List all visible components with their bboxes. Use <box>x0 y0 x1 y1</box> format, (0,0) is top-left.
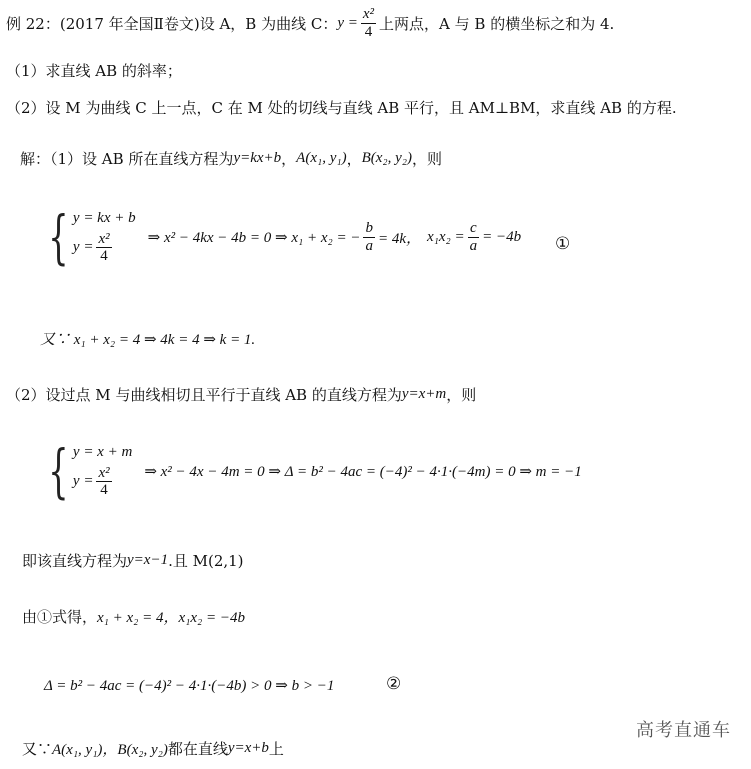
from-eq-1-b: x₁ + x₂ = 4，x₁x₂ = −4b <box>97 610 245 626</box>
line-result <box>22 550 244 571</box>
solution-intro-line: y=kx+b <box>233 150 282 166</box>
also-points: A(x₁, y₁)，B(x₂, y₂) <box>52 742 168 758</box>
system-brace-2: { <box>48 437 69 505</box>
system-1-equations <box>73 210 136 265</box>
fraction-c-numerator: c <box>470 220 477 236</box>
system-1-eq2-denominator: 4 <box>100 248 108 264</box>
curve-numerator: x² <box>362 6 375 22</box>
system-2-eq2-fraction <box>96 465 111 499</box>
solution-intro-sep2: ， <box>346 150 362 168</box>
also-a: 又∵ <box>22 740 53 758</box>
problem-label: 例 22： <box>6 14 60 33</box>
problem-stem <box>6 6 614 40</box>
fraction-b-numerator: b <box>365 220 373 236</box>
line-result-eq: y=x−1 <box>127 552 169 568</box>
curve-fraction <box>361 6 376 40</box>
system-brace-1: { <box>48 203 69 271</box>
part-2-line: y=x+m <box>401 386 447 402</box>
deriv-1a: ⇒ x² − 4kx − 4b = 0 ⇒ x₁ + x₂ = − <box>147 229 361 246</box>
system-1-eq2-lhs: y = <box>72 239 94 255</box>
question-1: （1）求直线 AB 的斜率； <box>6 62 182 80</box>
system-1-derivation <box>148 220 522 254</box>
system-1-eq2-numerator: x² <box>98 230 110 247</box>
delta-inequality: Δ = b² − 4ac = (−4)² − 4·1·(−4b) > 0 ⇒ b > −1 <box>44 678 335 694</box>
also-line: y=x+b <box>227 740 269 756</box>
system-2-derivation: ⇒ x² − 4x − 4m = 0 ⇒ Δ = b² − 4ac = (−4)² − 4·1·(−4m) = 0 ⇒ m = −1 <box>144 463 582 480</box>
system-2-eq1: y = x + m <box>72 443 133 460</box>
system-1-eq1: y = kx + b <box>72 209 136 226</box>
equation-system-2 <box>40 437 582 505</box>
also-c: 上 <box>268 740 284 758</box>
line-result-b: .且 M(2,1) <box>168 552 244 570</box>
deriv-1b: = 4k， <box>377 230 421 247</box>
watermark: 高考直通车 <box>636 720 731 741</box>
equation-system-1 <box>40 203 522 271</box>
system-2-eq2-numerator: x² <box>98 464 110 481</box>
system-1-eq2 <box>73 231 136 265</box>
system-2-eq2-lhs: y = <box>72 473 94 489</box>
problem-stem-a: 设 A，B 为曲线 C： <box>199 14 338 33</box>
deriv-1d: = −4b <box>482 228 522 245</box>
system-2-equations <box>73 444 132 499</box>
system-1-eq2-fraction <box>96 231 111 265</box>
curve-eq-lhs: y = <box>337 14 358 31</box>
problem-source: (2017 年全国Ⅱ卷文) <box>59 14 200 33</box>
point-a: A(x₁, y₁) <box>296 150 347 166</box>
then-k-equals-1: 又∵ x₁ + x₂ = 4 ⇒ 4k = 4 ⇒ k = 1. <box>40 332 256 348</box>
fraction-c-denominator: a <box>469 237 478 254</box>
solution-intro-end: ，则 <box>412 150 443 168</box>
part-2-intro-a: （2）设过点 M 与曲线相切且平行于直线 AB 的直线方程为 <box>6 386 402 404</box>
from-eq-1-a: 由①式得， <box>22 608 98 626</box>
also-b: 都在直线 <box>167 740 228 758</box>
marker-circled-1: ① <box>555 234 571 254</box>
system-2-eq2-denominator: 4 <box>100 482 108 498</box>
from-eq-1 <box>22 606 245 627</box>
fraction-b-denominator: a <box>365 237 373 254</box>
part-2-end: ，则 <box>446 386 477 404</box>
problem-stem-b: 上两点，A 与 B 的横坐标之和为 4. <box>379 14 615 33</box>
part-2-intro <box>6 384 476 405</box>
system-2-eq2 <box>73 465 132 499</box>
point-b: B(x₂, y₂) <box>361 150 412 166</box>
question-2: （2）设 M 为曲线 C 上一点，C 在 M 处的切线与直线 AB 平行，且 AM⊥BM，求直线 AB 的方程. <box>6 99 677 117</box>
also-points-on-line <box>22 738 284 759</box>
deriv-1c: x₁x₂ = <box>427 228 465 245</box>
fraction-b-over-a <box>363 220 375 254</box>
solution-intro-a: 解：（1）设 AB 所在直线方程为 <box>20 150 234 168</box>
marker-circled-2: ② <box>386 674 402 694</box>
line-result-a: 即该直线方程为 <box>22 552 128 570</box>
solution-intro-sep1: ， <box>281 150 297 168</box>
curve-denominator: 4 <box>364 23 373 40</box>
solution-intro <box>20 148 442 169</box>
fraction-c-over-a <box>468 220 480 254</box>
